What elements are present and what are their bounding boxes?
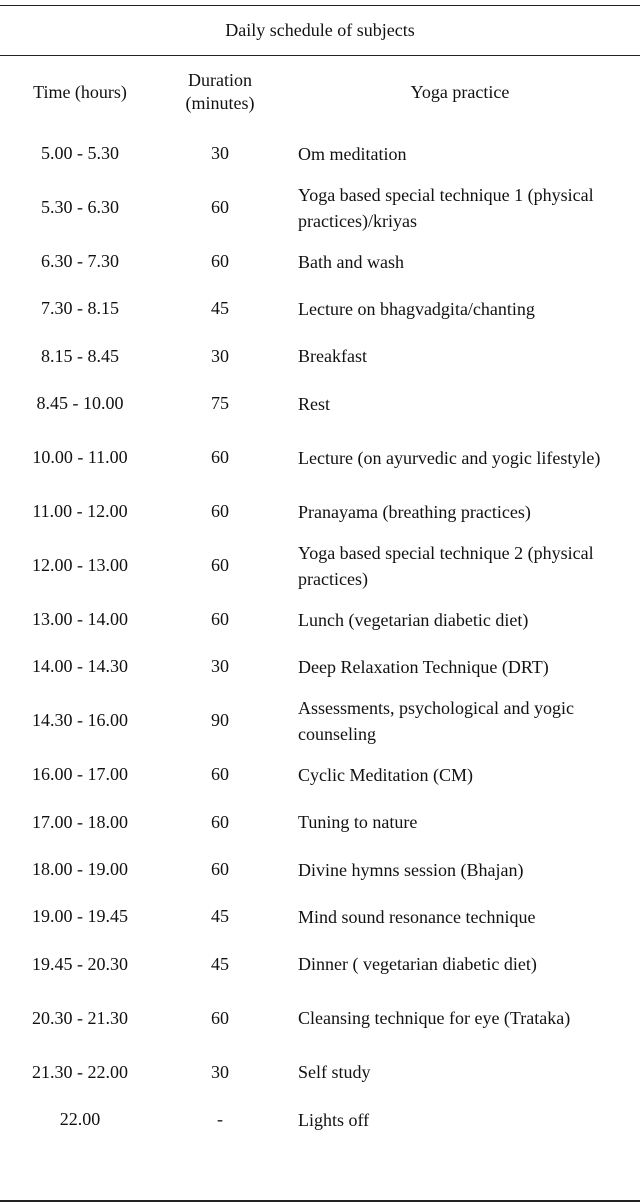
table-row (0, 177, 640, 238)
cell-duration: 45 (211, 298, 229, 319)
table-row (0, 380, 640, 427)
cell-time: 6.30 - 7.30 (41, 251, 119, 272)
bottom-rule (0, 1200, 640, 1202)
table-row (0, 691, 640, 752)
table-row (0, 799, 640, 846)
cell-duration: 60 (211, 447, 229, 468)
cell-duration: 60 (211, 501, 229, 522)
cell-yoga-practice: Pranayama (breathing practices) (298, 501, 531, 522)
table-row (0, 130, 640, 177)
cell-yoga-practice: Yoga based special technique 1 (physical practices)/kriyas (298, 184, 594, 231)
cell-yoga-practice: Lecture on bhagvadgita/chanting (298, 298, 535, 319)
cell-duration: 45 (211, 906, 229, 927)
cell-time: 12.00 - 13.00 (32, 555, 128, 576)
cell-time: 16.00 - 17.00 (32, 764, 128, 785)
cell-yoga-practice: Cleansing technique for eye (Trataka) (298, 1008, 571, 1029)
cell-time: 19.45 - 20.30 (32, 953, 128, 974)
cell-yoga-practice: Lecture (on ayurvedic and yogic lifestyle) (298, 447, 601, 468)
cell-yoga-practice: Om meditation (298, 143, 407, 164)
cell-yoga-practice: Cyclic Meditation (CM) (298, 764, 473, 785)
cell-time: 13.00 - 14.00 (32, 609, 128, 630)
cell-time: 21.30 - 22.00 (32, 1061, 128, 1082)
table-row (0, 488, 640, 535)
cell-duration: 30 (211, 143, 229, 164)
table-caption: Daily schedule of subjects (225, 20, 415, 40)
cell-time: 14.00 - 14.30 (32, 656, 128, 677)
cell-time: 5.30 - 6.30 (41, 197, 119, 218)
cell-time: 8.15 - 8.45 (41, 345, 119, 366)
cell-yoga-practice: Dinner ( vegetarian diabetic diet) (298, 954, 537, 975)
cell-time: 17.00 - 18.00 (32, 811, 128, 832)
table-row (0, 941, 640, 988)
cell-duration: 60 (211, 1007, 229, 1028)
table-row (0, 846, 640, 893)
cell-time: 18.00 - 19.00 (32, 859, 128, 880)
cell-yoga-practice: Breakfast (298, 346, 367, 367)
cell-yoga-practice: Tuning to nature (298, 812, 418, 833)
cell-yoga-practice: Bath and wash (298, 251, 404, 272)
cell-yoga-practice: Mind sound resonance technique (298, 906, 536, 927)
header-yoga-practice: Yoga practice (410, 81, 510, 102)
table-row (0, 988, 640, 1049)
table-row (0, 643, 640, 690)
cell-time: 14.30 - 16.00 (32, 710, 128, 731)
cell-duration: 30 (211, 1061, 229, 1082)
table-row (0, 596, 640, 643)
cell-yoga-practice: Assessments, psychological and yogic counseling (298, 697, 574, 744)
cell-duration: 45 (211, 953, 229, 974)
cell-yoga-practice: Deep Relaxation Technique (DRT) (298, 656, 549, 677)
table-row (0, 285, 640, 332)
cell-yoga-practice: Rest (298, 393, 331, 414)
table-header (0, 56, 640, 128)
table-row (0, 427, 640, 488)
cell-yoga-practice: Lights off (298, 1109, 370, 1130)
table-row (0, 1049, 640, 1096)
table-row (0, 751, 640, 798)
cell-duration: 75 (211, 393, 229, 414)
cell-duration: 30 (211, 345, 229, 366)
cell-duration: - (217, 1109, 223, 1130)
cell-yoga-practice: Lunch (vegetarian diabetic diet) (298, 609, 529, 630)
cell-time: 20.30 - 21.30 (32, 1007, 128, 1028)
cell-time: 10.00 - 11.00 (32, 447, 128, 468)
cell-duration: 60 (211, 859, 229, 880)
cell-time: 11.00 - 12.00 (32, 501, 128, 522)
cell-yoga-practice: Self study (298, 1062, 371, 1083)
header-time: Time (hours) (33, 81, 127, 102)
cell-duration: 60 (211, 555, 229, 576)
cell-duration: 90 (211, 710, 229, 731)
cell-time: 5.00 - 5.30 (41, 143, 119, 164)
table-row (0, 1096, 640, 1143)
cell-time: 19.00 - 19.45 (32, 906, 128, 927)
table-row (0, 333, 640, 380)
cell-yoga-practice: Divine hymns session (Bhajan) (298, 859, 524, 880)
cell-duration: 30 (211, 656, 229, 677)
table-body (0, 130, 640, 1143)
cell-duration: 60 (211, 251, 229, 272)
cell-duration: 60 (211, 764, 229, 785)
cell-duration: 60 (211, 609, 229, 630)
cell-duration: 60 (211, 811, 229, 832)
cell-time: 7.30 - 8.15 (41, 298, 119, 319)
cell-yoga-practice: Yoga based special technique 2 (physical practices) (298, 542, 594, 589)
header-duration: Duration (minutes) (185, 70, 255, 113)
cell-duration: 60 (211, 197, 229, 218)
table-row (0, 893, 640, 940)
table-row (0, 535, 640, 596)
cell-time: 8.45 - 10.00 (36, 393, 124, 414)
table-row (0, 238, 640, 285)
cell-time: 22.00 (59, 1109, 101, 1130)
